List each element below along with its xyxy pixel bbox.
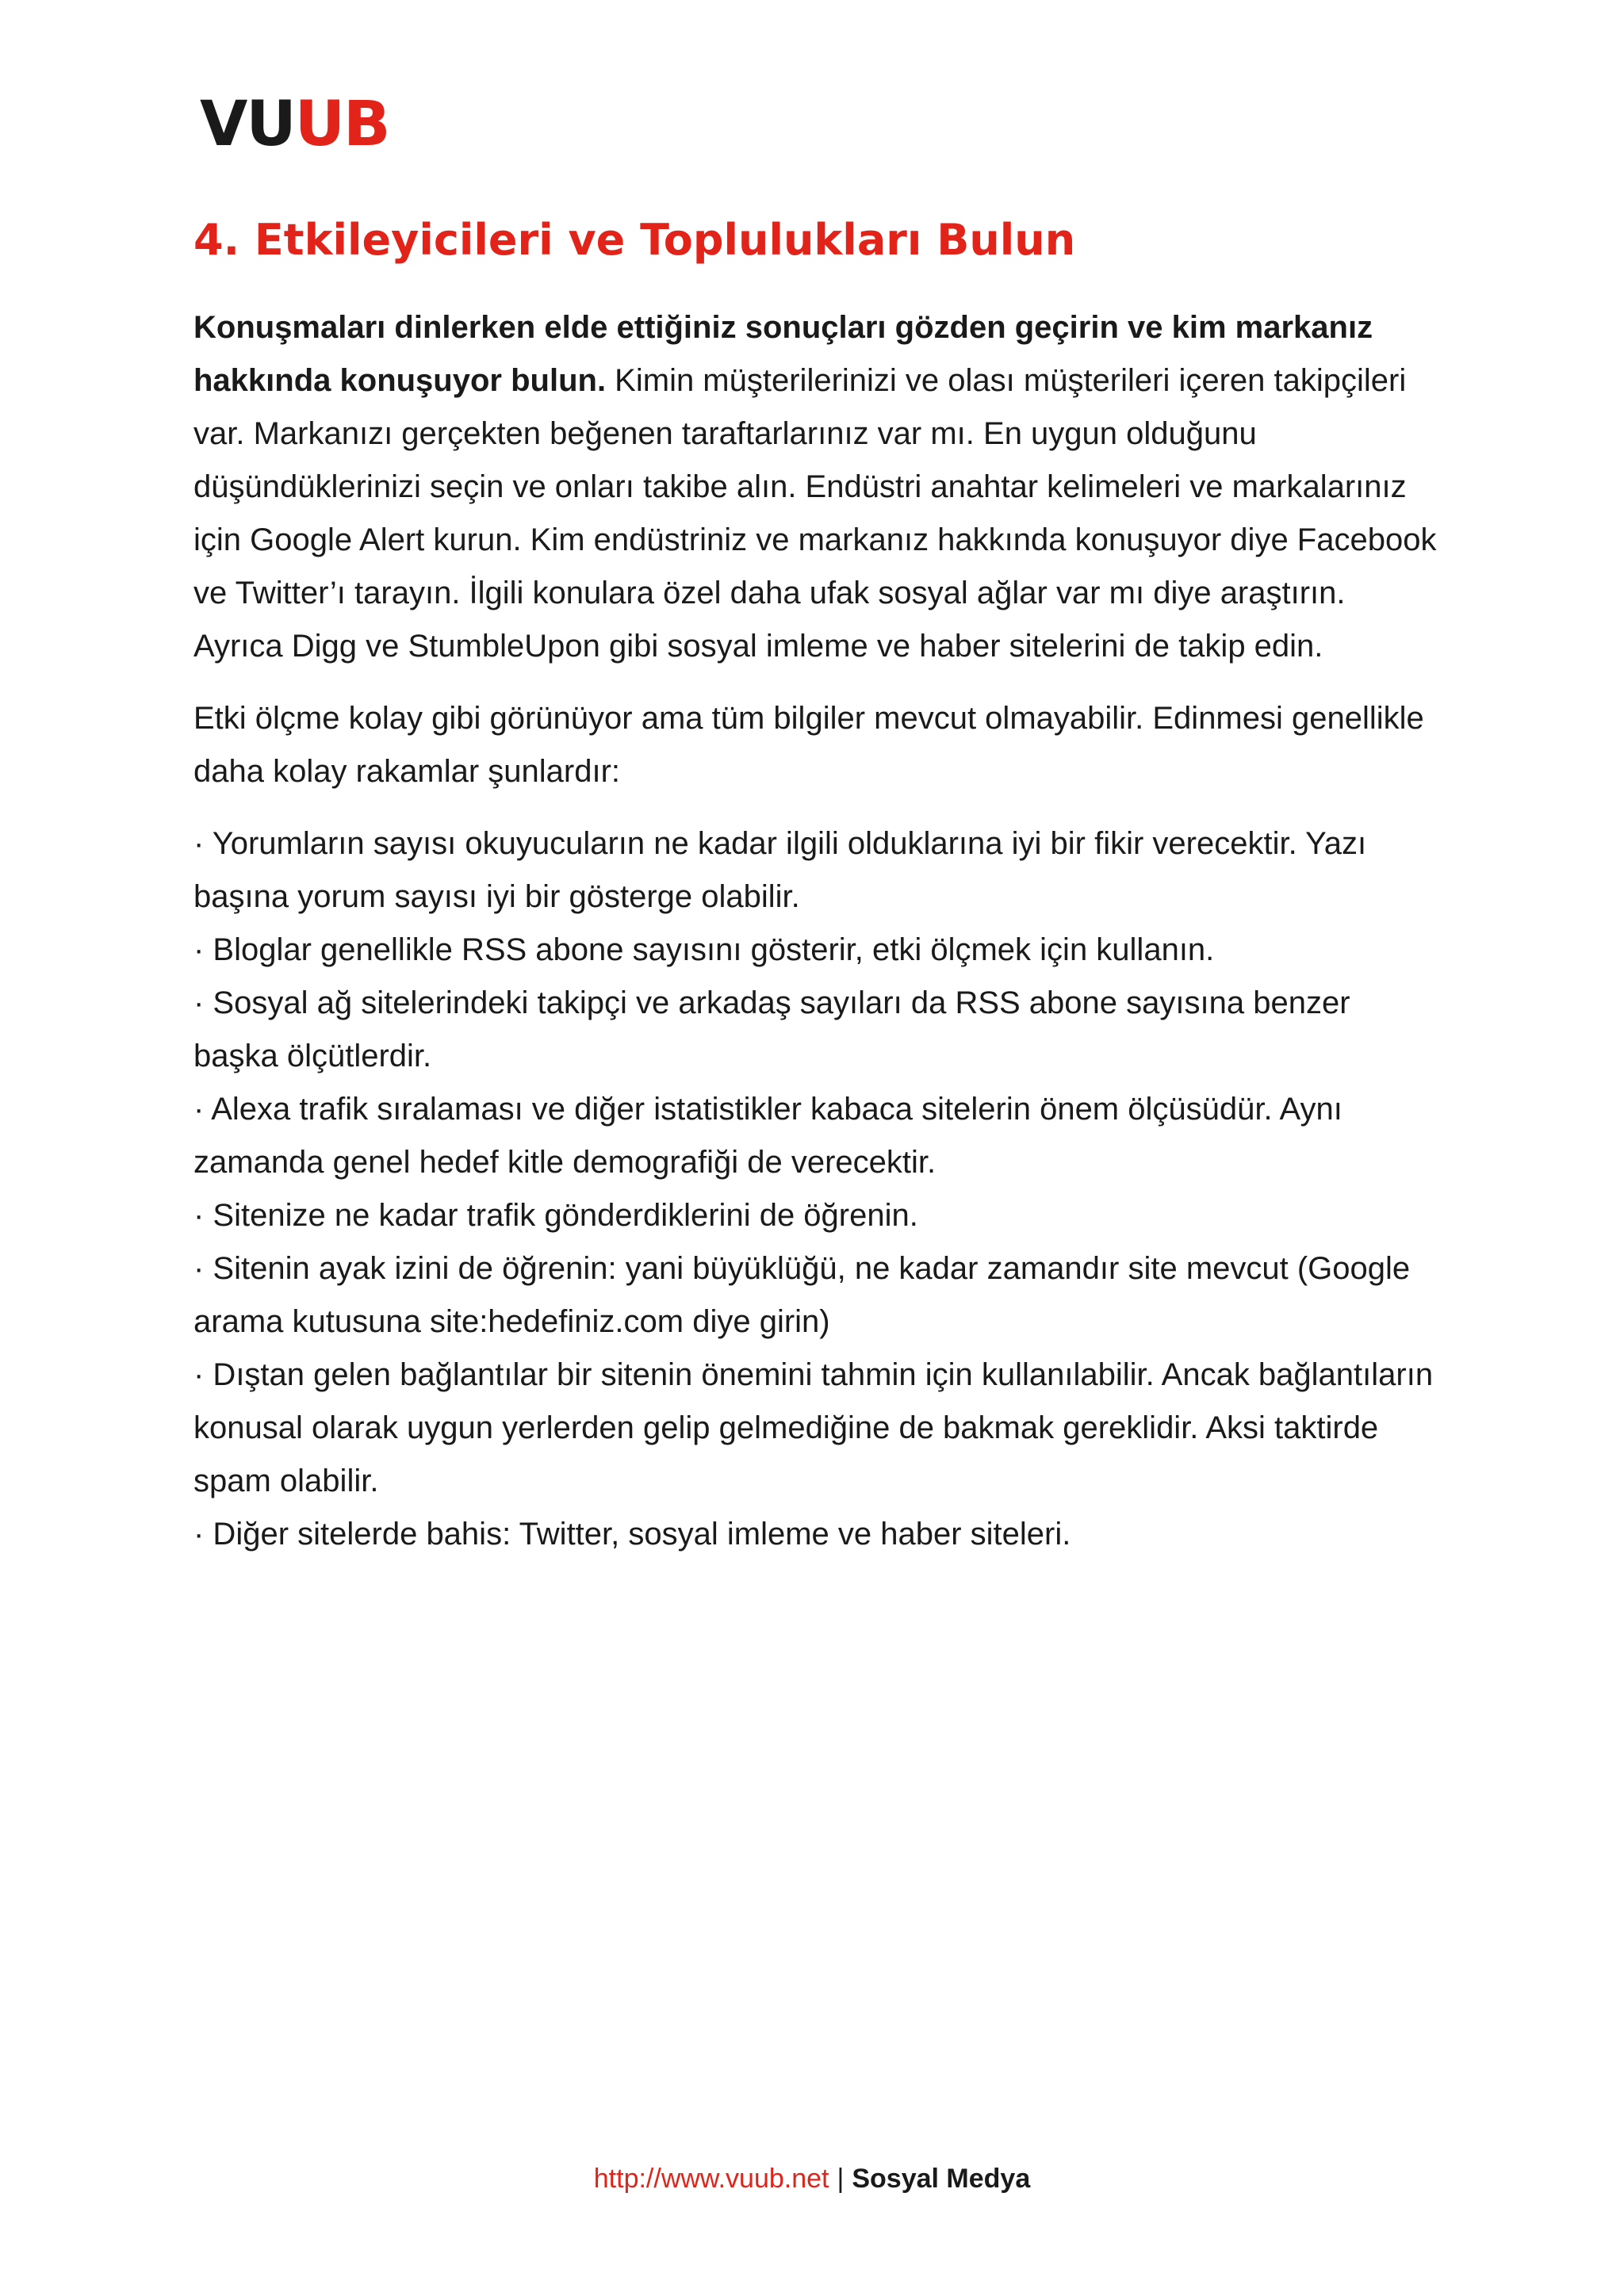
logo-text-vu: VU [200, 89, 295, 160]
intro-bold-text: Konuşmaları dinlerken elde ettiğiniz sonuçları gözden geçirin ve kim markanız hakkında konuşuyor bulun. [193, 310, 1373, 399]
section-heading: 4. Etkileyicileri ve Toplulukları Bulun [193, 215, 1076, 265]
bullet-item: · Sosyal ağ sitelerindeki takipçi ve arkadaş sayıları da RSS abone sayısına benzer başka ölçütlerdir. [193, 985, 1350, 1074]
page-footer [0, 2163, 1624, 2195]
logo-text-ub: UB [294, 89, 389, 160]
intro-paragraph [193, 301, 1438, 673]
bullet-item: · Sitenin ayak izini de öğrenin: yani büyüklüğü, ne kadar zamandır site mevcut (Google arama kutusuna site:hedefiniz.com diye girin) [193, 1251, 1411, 1340]
footer-separator: | [837, 2164, 845, 2194]
bullet-item: · Dıştan gelen bağlantılar bir sitenin önemini tahmin için kullanılabilir. Ancak bağlantıların konusal olarak uygun yerlerden gelip gelmediğine de bakmak gereklidir. Aksi taktirde spam olabilir. [193, 1357, 1434, 1499]
bullet-item: · Yorumların sayısı okuyucuların ne kadar ilgili olduklarına iyi bir fikir verecektir. Yazı başına yorum sayısı iyi bir gösterge olabilir. [193, 826, 1367, 915]
intro-rest-text: Kimin müşterilerinizi ve olası müşterileri içeren takipçileri var. Markanızı gerçekten beğenen taraftarlarınız var mı. En uygun olduğunu düşündüklerinizi seçin ve onları takibe alın. Endüstri anahtar kelimeleri ve markalarınız için Google Alert kurun. Kim endüstriniz ve markanız hakkında konuşuyor diye Facebook ve Twitter’ı tarayın. İlgili konulara özel daha ufak sosyal ağlar var mı diye araştırın. Ayrıca Digg ve StumbleUpon gibi sosyal imleme ve haber sitelerini de takip edin. [193, 363, 1437, 664]
bullet-item: · Bloglar genellikle RSS abone sayısını gösterir, etki ölçmek için kullanın. [193, 932, 1215, 968]
bullet-item: · Alexa trafik sıralaması ve diğer istatistikler kabaca sitelerin önem ölçüsüdür. Aynı zamanda genel hedef kitle demografiği de verecektir. [193, 1092, 1342, 1181]
bullet-list [193, 817, 1438, 1561]
footer-url-link[interactable]: http://www.vuub.net [593, 2164, 829, 2194]
bullet-item: · Sitenize ne kadar trafik gönderdiklerini de öğrenin. [193, 1198, 918, 1234]
document-body [193, 212, 1438, 1561]
paragraph-2: Etki ölçme kolay gibi görünüyor ama tüm bilgiler mevcut olmayabilir. Edinmesi genellikle daha kolay rakamlar şunlardır: [193, 701, 1424, 790]
footer-section-title: Sosyal Medya [852, 2164, 1031, 2194]
vuub-logo [200, 89, 389, 160]
bullet-item: · Diğer sitelerde bahis: Twitter, sosyal imleme ve haber siteleri. [193, 1517, 1071, 1552]
